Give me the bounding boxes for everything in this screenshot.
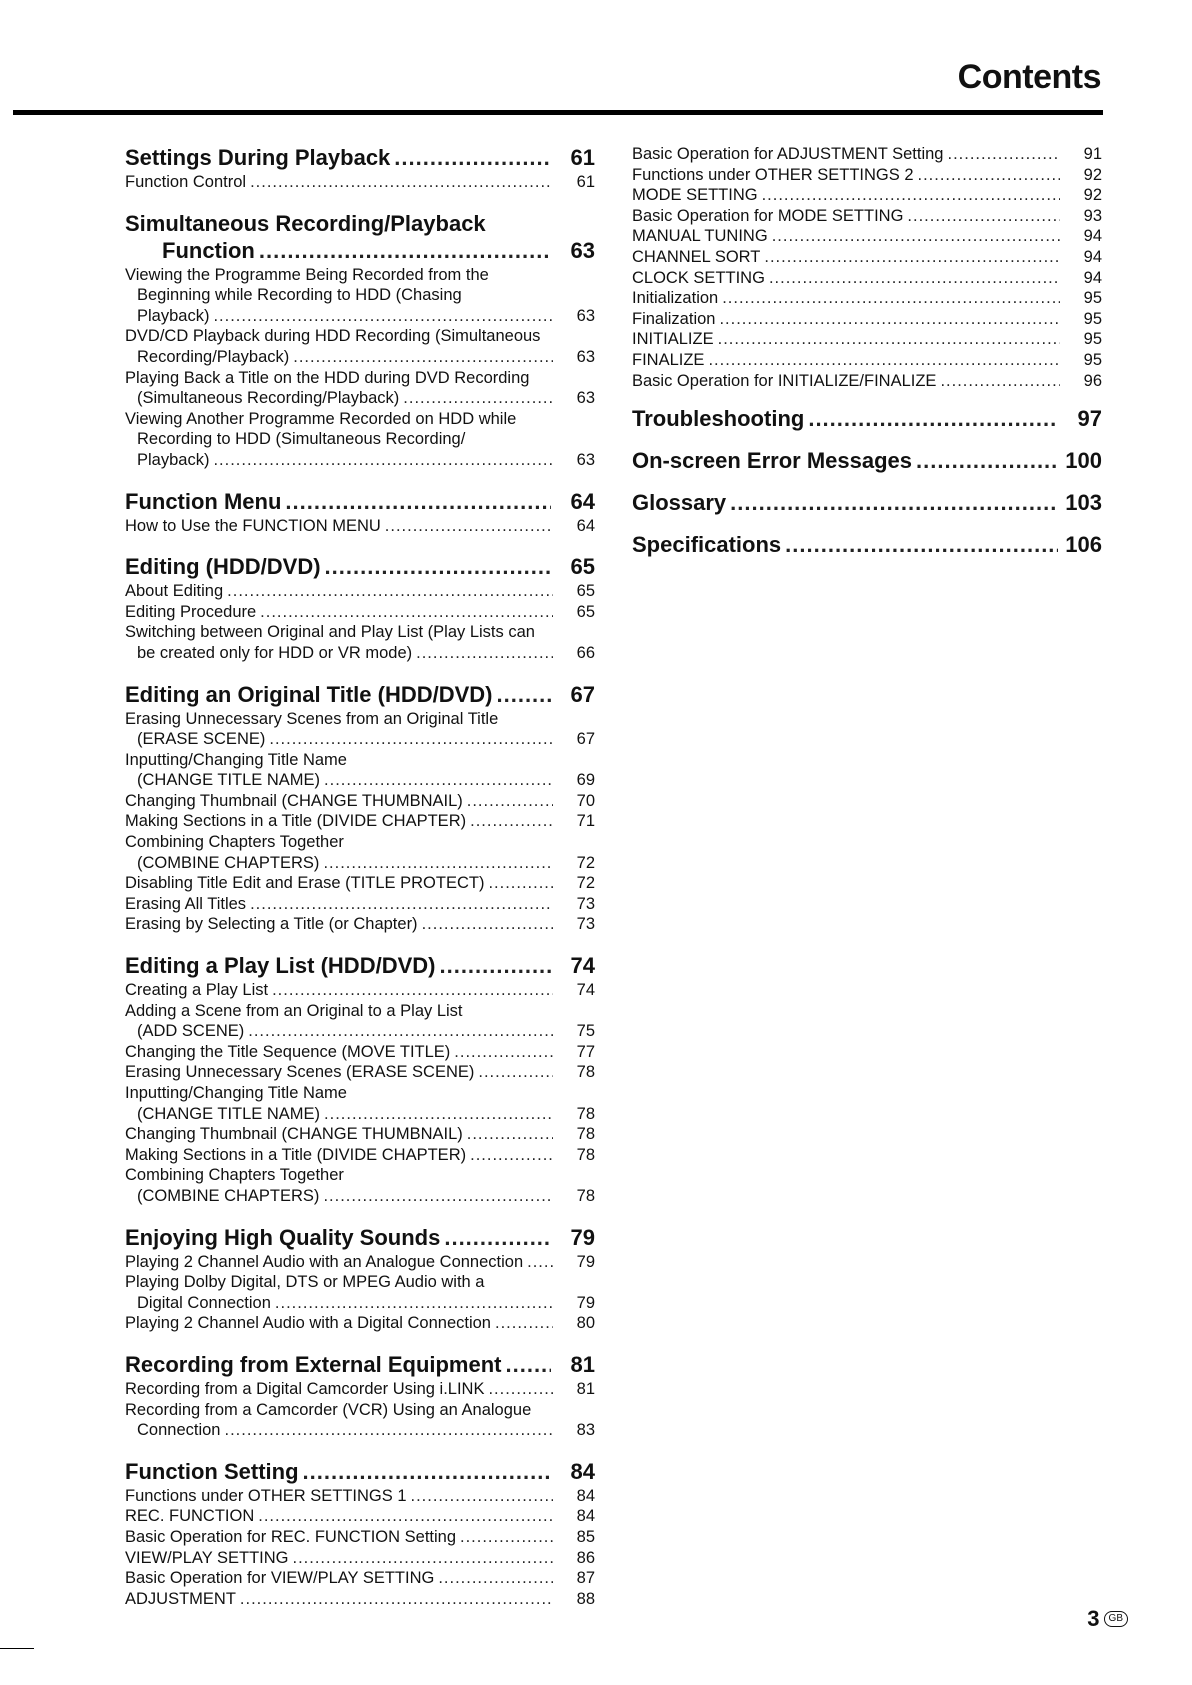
toc-heading[interactable] xyxy=(632,531,1102,558)
toc-entry-page: 86 xyxy=(576,1548,595,1567)
toc-heading-page: 100 xyxy=(1065,448,1102,474)
dot-leader xyxy=(918,165,1060,186)
toc-entry-text: Initialization xyxy=(632,289,719,308)
dot-leader xyxy=(439,952,551,979)
toc-entry-page: 65 xyxy=(576,582,595,601)
dot-leader xyxy=(303,1458,551,1485)
toc-entry[interactable] xyxy=(125,1527,595,1548)
dot-leader xyxy=(907,206,1060,227)
toc-heading-text: On-screen Error Messages xyxy=(632,448,913,474)
toc-entry[interactable] xyxy=(632,268,1102,289)
toc-entry[interactable] xyxy=(632,329,1102,350)
toc-heading-text: Recording from External Equipment xyxy=(125,1351,502,1377)
toc-section xyxy=(125,952,595,1207)
toc-heading[interactable] xyxy=(125,144,595,171)
dot-leader xyxy=(764,247,1060,268)
toc-heading-text: Editing an Original Title (HDD/DVD) xyxy=(125,681,493,707)
toc-entry[interactable] xyxy=(125,770,595,791)
dot-leader xyxy=(269,729,553,750)
toc-entry[interactable] xyxy=(125,1252,595,1273)
toc-entry-page: 92 xyxy=(1083,186,1102,205)
toc-entry[interactable] xyxy=(632,247,1102,268)
toc-entry-line: Viewing Another Programme Recorded on HDD while xyxy=(125,409,517,428)
toc-entry-page: 88 xyxy=(576,1589,595,1608)
toc-entry-text: Changing Thumbnail (CHANGE THUMBNAIL) xyxy=(125,1125,463,1144)
toc-entry-page: 64 xyxy=(576,516,595,535)
toc-heading[interactable] xyxy=(125,1351,595,1378)
toc-entry[interactable] xyxy=(125,1186,595,1207)
toc-entry[interactable] xyxy=(125,450,595,471)
toc-entry-page: 95 xyxy=(1083,289,1102,308)
toc-entry[interactable] xyxy=(632,309,1102,330)
dot-leader xyxy=(240,1589,553,1610)
toc-section xyxy=(125,553,595,663)
toc-heading-page: 103 xyxy=(1065,490,1102,516)
toc-entry-text: Creating a Play List xyxy=(125,981,269,1000)
toc-entry-text: Changing Thumbnail (CHANGE THUMBNAIL) xyxy=(125,791,463,810)
toc-entry[interactable] xyxy=(125,791,595,812)
toc-entry-page: 63 xyxy=(576,450,595,469)
toc-entry-text: ADJUSTMENT xyxy=(125,1589,236,1608)
toc-heading-text: Specifications xyxy=(632,532,782,558)
toc-entry[interactable] xyxy=(125,516,595,537)
dot-leader xyxy=(808,405,1058,432)
dot-leader xyxy=(324,770,553,791)
toc-entry-line: Switching between Original and Play List (Play Lists can xyxy=(125,623,535,642)
dot-leader xyxy=(718,329,1060,350)
toc-entry-text: Function Control xyxy=(125,173,247,191)
toc-heading[interactable] xyxy=(632,489,1102,516)
toc-entry-text: Erasing All Titles xyxy=(125,894,247,913)
toc-entry-text: Playback) xyxy=(137,450,210,469)
toc-entry[interactable] xyxy=(125,1313,595,1334)
toc-entry-text: Editing Procedure xyxy=(125,602,257,621)
toc-entry-page: 96 xyxy=(1083,371,1102,390)
toc-entry-text: (ERASE SCENE) xyxy=(137,730,266,749)
dot-leader xyxy=(444,1224,551,1251)
toc-entry[interactable] xyxy=(125,388,595,409)
toc-section xyxy=(125,1224,595,1334)
toc-entry[interactable] xyxy=(125,306,595,327)
dot-leader xyxy=(394,144,551,171)
toc-heading[interactable] xyxy=(125,681,595,708)
dot-leader xyxy=(324,1104,553,1125)
toc-entry[interactable] xyxy=(125,1420,595,1441)
toc-entry-page: 78 xyxy=(576,1125,595,1144)
toc-heading-page: 65 xyxy=(570,554,595,580)
dot-leader xyxy=(719,309,1060,330)
dot-leader xyxy=(506,1351,552,1378)
dot-leader xyxy=(470,1145,553,1166)
dot-leader xyxy=(403,388,553,409)
toc-entry-page: 91 xyxy=(1083,145,1102,163)
toc-heading[interactable] xyxy=(125,488,595,515)
toc-entry[interactable] xyxy=(125,1104,595,1125)
dot-leader xyxy=(467,791,553,812)
toc-entry-text: Digital Connection xyxy=(137,1293,271,1312)
toc-entry-line: Recording from a Camcorder (VCR) Using an Analogue xyxy=(125,1400,532,1419)
toc-entry-page: 72 xyxy=(576,874,595,893)
dot-leader xyxy=(224,1420,553,1441)
toc-entry[interactable] xyxy=(632,185,1102,206)
toc-heading-page: 97 xyxy=(1077,406,1102,432)
toc-entry[interactable] xyxy=(125,1589,595,1610)
toc-entry-text: About Editing xyxy=(125,582,224,601)
dot-leader xyxy=(497,681,552,708)
toc-heading[interactable] xyxy=(125,237,595,264)
toc-entry-line: Combining Chapters Together xyxy=(125,833,344,852)
toc-entry-line: Adding a Scene from an Original to a Play List xyxy=(125,1001,463,1020)
toc-entry-page: 83 xyxy=(576,1421,595,1440)
toc-entry[interactable] xyxy=(125,1548,595,1569)
toc-entry-page: 73 xyxy=(576,894,595,913)
toc-entry-page: 78 xyxy=(576,1063,595,1082)
dot-leader xyxy=(527,1252,553,1273)
toc-section xyxy=(125,681,595,936)
toc-entry-line: Playing Dolby Digital, DTS or MPEG Audio with a xyxy=(125,1273,485,1292)
toc-entry-page: 63 xyxy=(576,306,595,325)
toc-entry[interactable] xyxy=(125,729,595,750)
toc-entry[interactable] xyxy=(125,602,595,623)
toc-entry-line: Beginning while Recording to HDD (Chasing xyxy=(137,286,462,305)
toc-entry-text: Functions under OTHER SETTINGS 2 xyxy=(632,165,914,184)
dot-leader xyxy=(467,1124,553,1145)
toc-heading-text: Function Setting xyxy=(125,1458,299,1484)
toc-entry-page: 63 xyxy=(576,347,595,366)
toc-heading-page: 79 xyxy=(570,1224,595,1250)
toc-heading-text: Troubleshooting xyxy=(632,406,805,432)
toc-entry[interactable] xyxy=(125,873,595,894)
toc-entry-text: Playing 2 Channel Audio with an Analogue Connection xyxy=(125,1252,524,1271)
toc-entry-page: 67 xyxy=(576,730,595,749)
toc-entry-text: Erasing Unnecessary Scenes (ERASE SCENE) xyxy=(125,1063,475,1082)
dot-leader xyxy=(730,489,1058,516)
toc-entry-text: Connection xyxy=(137,1421,221,1440)
toc-heading-page: 67 xyxy=(570,681,595,707)
dot-leader xyxy=(293,347,553,368)
toc-heading-text: Function Menu xyxy=(125,488,282,514)
toc-entry[interactable] xyxy=(125,1021,595,1042)
dot-leader xyxy=(260,602,553,623)
dot-leader xyxy=(722,288,1060,309)
page-number-value: 3 xyxy=(1087,1606,1100,1631)
corner-mark xyxy=(0,1648,34,1649)
dot-leader xyxy=(454,1042,553,1063)
toc-heading-text: Enjoying High Quality Sounds xyxy=(125,1224,441,1250)
toc-entry[interactable] xyxy=(125,894,595,915)
toc-entry[interactable] xyxy=(632,144,1102,165)
toc-heading-text: Settings During Playback xyxy=(125,145,391,170)
toc-entry[interactable] xyxy=(632,288,1102,309)
toc-entry-text: CHANNEL SORT xyxy=(632,247,761,266)
toc-entry-line: Playing Back a Title on the HDD during DVD Recording xyxy=(125,368,530,387)
toc-entry[interactable] xyxy=(125,1379,595,1400)
toc-entry-text: Recording from a Digital Camcorder Using i.LINK xyxy=(125,1379,485,1398)
toc-entry-text: Basic Operation for REC. FUNCTION Setting xyxy=(125,1527,457,1546)
toc-entry-page: 74 xyxy=(576,981,595,1000)
toc-entry-page: 92 xyxy=(1083,165,1102,184)
toc-entry-page: 84 xyxy=(576,1486,595,1505)
toc-entry[interactable] xyxy=(125,853,595,874)
toc-entry[interactable] xyxy=(125,1568,595,1589)
dot-leader xyxy=(785,531,1058,558)
dot-leader xyxy=(916,447,1058,474)
toc-entry-page: 78 xyxy=(576,1104,595,1123)
toc-entry[interactable] xyxy=(125,643,595,664)
dot-leader xyxy=(293,1548,553,1569)
dot-leader xyxy=(947,144,1060,165)
toc-entry-text: be created only for HDD or VR mode) xyxy=(137,643,413,662)
toc-entry-page: 95 xyxy=(1083,309,1102,328)
toc-heading-text: Editing a Play List (HDD/DVD) xyxy=(125,953,436,979)
toc-heading-line: Simultaneous Recording/Playback xyxy=(125,210,486,236)
toc-entry[interactable] xyxy=(125,581,595,602)
toc-entry-page: 95 xyxy=(1083,350,1102,369)
toc-entry-text: INITIALIZE xyxy=(632,330,714,349)
toc-entry-page: 84 xyxy=(576,1507,595,1526)
toc-heading-page: 61 xyxy=(570,145,595,170)
toc-entry-page: 93 xyxy=(1083,206,1102,225)
toc-right-entries xyxy=(632,144,1102,391)
toc-entry-line: Recording to HDD (Simultaneous Recording/ xyxy=(137,430,466,449)
toc-entry-page: 75 xyxy=(576,1022,595,1041)
toc-entry[interactable] xyxy=(632,226,1102,247)
toc-entry[interactable] xyxy=(125,1293,595,1314)
toc-section xyxy=(125,1351,595,1441)
toc-entry-text: (ADD SCENE) xyxy=(137,1022,245,1041)
toc-entry[interactable] xyxy=(125,1486,595,1507)
toc-entry-page: 78 xyxy=(576,1186,595,1205)
toc-entry-text: Making Sections in a Title (DIVIDE CHAPTER) xyxy=(125,812,467,831)
toc-heading[interactable] xyxy=(125,553,595,580)
dot-leader xyxy=(275,1293,553,1314)
toc-entry-text: (COMBINE CHAPTERS) xyxy=(137,1186,320,1205)
dot-leader xyxy=(488,873,553,894)
toc-entry-text: Playing 2 Channel Audio with a Digital Connection xyxy=(125,1314,491,1333)
dot-leader xyxy=(213,450,553,471)
dot-leader xyxy=(323,1186,553,1207)
toc-entry-text: Erasing by Selecting a Title (or Chapter) xyxy=(125,915,418,934)
dot-leader xyxy=(438,1568,553,1589)
dot-leader xyxy=(762,185,1060,206)
dot-leader xyxy=(248,1021,553,1042)
toc-entry-text: Changing the Title Sequence (MOVE TITLE) xyxy=(125,1042,451,1061)
page-number xyxy=(1087,1606,1128,1632)
toc-entry-text: Recording/Playback) xyxy=(137,347,290,366)
toc-entry-page: 85 xyxy=(576,1527,595,1546)
dot-leader xyxy=(285,488,551,515)
toc-heading-text: Function xyxy=(162,237,255,263)
dot-leader xyxy=(708,350,1060,371)
toc-entry-text: FINALIZE xyxy=(632,350,705,369)
toc-entry-text: MODE SETTING xyxy=(632,186,758,205)
dot-leader xyxy=(258,1506,553,1527)
toc-heading[interactable] xyxy=(125,1458,595,1485)
dot-leader xyxy=(416,643,553,664)
toc-entry-page: 72 xyxy=(576,853,595,872)
toc-heading-page: 63 xyxy=(570,237,595,263)
dot-leader xyxy=(323,853,553,874)
toc-heading[interactable] xyxy=(632,405,1102,432)
toc-entry-page: 71 xyxy=(576,812,595,831)
dot-leader xyxy=(470,811,553,832)
toc-entry[interactable] xyxy=(125,347,595,368)
toc-entry[interactable] xyxy=(125,1124,595,1145)
toc-entry-page: 80 xyxy=(576,1314,595,1333)
toc-entry-text: Basic Operation for INITIALIZE/FINALIZE xyxy=(632,371,937,390)
toc-entry-page: 94 xyxy=(1083,227,1102,246)
toc-entry-text: VIEW/PLAY SETTING xyxy=(125,1548,289,1567)
dot-leader xyxy=(272,980,553,1001)
toc-entry-page: 69 xyxy=(576,771,595,790)
toc-entry-text: (CHANGE TITLE NAME) xyxy=(137,771,321,790)
toc-entry-line: Inputting/Changing Title Name xyxy=(125,750,347,769)
dot-leader xyxy=(213,306,553,327)
dot-leader xyxy=(422,914,553,935)
toc-entry[interactable] xyxy=(125,1042,595,1063)
dot-leader xyxy=(259,237,551,264)
toc-entry-line: DVD/CD Playback during HDD Recording (Simultaneous xyxy=(125,327,541,346)
toc-entry-text: MANUAL TUNING xyxy=(632,227,768,246)
toc-entry-text: Functions under OTHER SETTINGS 1 xyxy=(125,1486,407,1505)
toc-entry-text: CLOCK SETTING xyxy=(632,268,765,287)
toc-entry[interactable] xyxy=(632,206,1102,227)
toc-heading-page: 74 xyxy=(570,953,595,979)
toc-entry-page: 66 xyxy=(576,643,595,662)
toc-entry-page: 95 xyxy=(1083,330,1102,349)
toc-entry-text: REC. FUNCTION xyxy=(125,1507,255,1526)
toc-entry-line: Combining Chapters Together xyxy=(125,1166,344,1185)
toc-entry-page: 94 xyxy=(1083,247,1102,266)
toc-entry-page: 81 xyxy=(576,1379,595,1398)
toc-heading-page: 81 xyxy=(570,1351,595,1377)
toc-section xyxy=(125,488,595,537)
dot-leader xyxy=(250,172,553,193)
toc-left-column xyxy=(125,144,595,1626)
toc-entry-line: Erasing Unnecessary Scenes from an Original Title xyxy=(125,709,499,728)
toc-entry-page: 70 xyxy=(576,791,595,810)
toc-right-headings xyxy=(632,405,1102,558)
toc-entry[interactable] xyxy=(125,1145,595,1166)
toc-heading-page: 64 xyxy=(570,488,595,514)
dot-leader xyxy=(460,1527,553,1548)
toc-entry-text: Basic Operation for MODE SETTING xyxy=(632,206,904,225)
toc-entry[interactable] xyxy=(125,172,595,193)
toc-heading-text: Glossary xyxy=(632,490,727,516)
toc-section xyxy=(125,144,595,193)
toc-entry[interactable] xyxy=(632,371,1102,392)
toc-entry-page: 79 xyxy=(576,1252,595,1271)
dot-leader xyxy=(478,1062,553,1083)
toc-heading[interactable] xyxy=(632,447,1102,474)
toc-entry-text: Basic Operation for ADJUSTMENT Setting xyxy=(632,145,944,163)
toc-entry-text: (COMBINE CHAPTERS) xyxy=(137,853,320,872)
toc-heading[interactable] xyxy=(125,1224,595,1251)
toc-entry-text: Finalization xyxy=(632,309,716,328)
toc-right-column xyxy=(632,144,1102,573)
toc-heading-page: 106 xyxy=(1065,532,1102,558)
toc-entry-text: Making Sections in a Title (DIVIDE CHAPTER) xyxy=(125,1145,467,1164)
toc-heading[interactable] xyxy=(125,952,595,979)
toc-entry[interactable] xyxy=(632,165,1102,186)
toc-entry[interactable] xyxy=(125,811,595,832)
toc-entry[interactable] xyxy=(125,1506,595,1527)
toc-entry-text: How to Use the FUNCTION MENU xyxy=(125,516,381,535)
toc-entry-text: (CHANGE TITLE NAME) xyxy=(137,1104,321,1123)
toc-entry-page: 65 xyxy=(576,602,595,621)
dot-leader xyxy=(325,553,551,580)
toc-entry-text: Disabling Title Edit and Erase (TITLE PROTECT) xyxy=(125,874,485,893)
toc-entry-page: 73 xyxy=(576,915,595,934)
dot-leader xyxy=(769,268,1060,289)
toc-heading-text: Editing (HDD/DVD) xyxy=(125,554,321,580)
toc-section xyxy=(125,1458,595,1610)
dot-leader xyxy=(940,371,1060,392)
dot-leader xyxy=(495,1313,553,1334)
toc-entry-text: (Simultaneous Recording/Playback) xyxy=(137,389,400,408)
toc-entry-page: 63 xyxy=(576,389,595,408)
dot-leader xyxy=(227,581,553,602)
toc-entry-page: 94 xyxy=(1083,268,1102,287)
toc-entry-text: Playback) xyxy=(137,306,210,325)
toc-entry-line: Inputting/Changing Title Name xyxy=(125,1084,347,1102)
language-badge: GB xyxy=(1104,1611,1128,1627)
toc-heading-page: 84 xyxy=(570,1458,595,1484)
toc-entry-text: Basic Operation for VIEW/PLAY SETTING xyxy=(125,1569,435,1588)
dot-leader xyxy=(772,226,1060,247)
header-rule xyxy=(13,110,1103,115)
toc-entry[interactable] xyxy=(125,1062,595,1083)
toc-entry[interactable] xyxy=(125,980,595,1001)
dot-leader xyxy=(488,1379,553,1400)
dot-leader xyxy=(411,1486,553,1507)
toc-section xyxy=(125,210,595,471)
toc-entry-page: 77 xyxy=(576,1042,595,1061)
toc-entry-page: 87 xyxy=(576,1569,595,1588)
toc-entry-page: 79 xyxy=(576,1293,595,1312)
toc-entry-page: 78 xyxy=(576,1145,595,1164)
page-title: Contents xyxy=(957,58,1101,96)
toc-entry-line: Viewing the Programme Being Recorded from the xyxy=(125,265,489,284)
toc-entry[interactable] xyxy=(125,914,595,935)
toc-entry-page: 61 xyxy=(576,173,595,191)
dot-leader xyxy=(250,894,553,915)
toc-entry[interactable] xyxy=(632,350,1102,371)
dot-leader xyxy=(385,516,553,537)
